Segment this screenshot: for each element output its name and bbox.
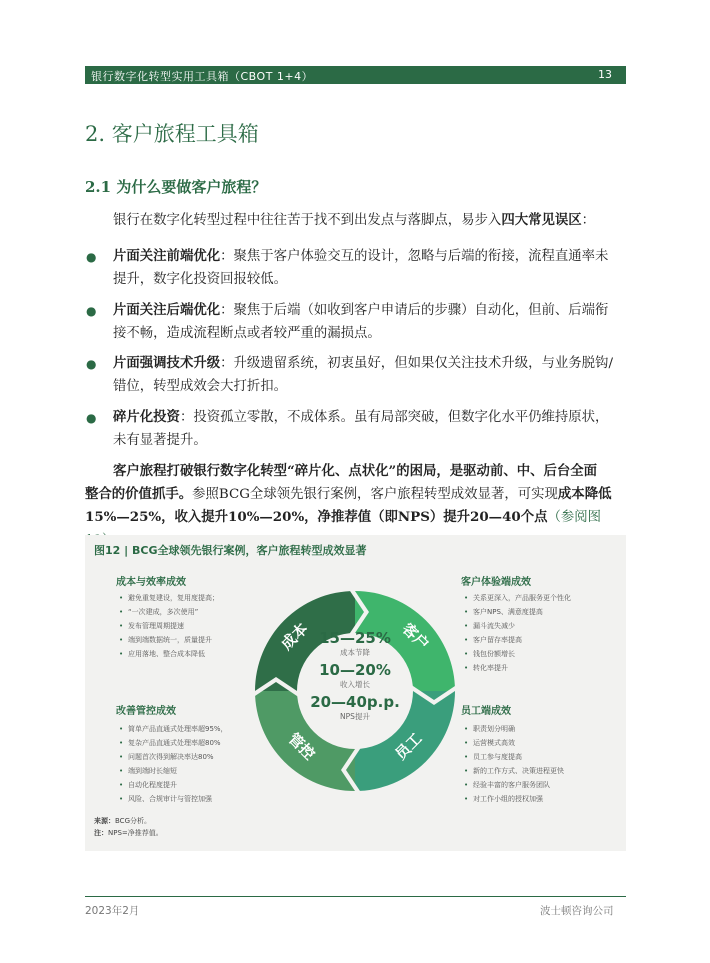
misconception-desc-cont: 接不畅，造成流程断点或者较严重的漏损点。 (113, 326, 381, 341)
summary-line2: 参照BCG全球领先银行案例，客户旅程转型成效显著，可实现 (192, 487, 558, 502)
list-item: • 钱包份额增长 (464, 647, 571, 661)
ring-label-control: 管控 (284, 729, 319, 764)
list-item: • 对工作小组的授权加强 (464, 792, 564, 806)
bullet-icon: ● (86, 250, 97, 264)
list-item: • 关系更深入，产品服务更个性化 (464, 591, 571, 605)
summary-line3: 15%—25%，收入提升10%—20%，净推荐值（即NPS）提升20—40个点 (85, 509, 548, 525)
metric-label: 收入增长 (340, 680, 370, 689)
misconception-title: 片面关注后端优化 (113, 302, 221, 318)
misconception-item (113, 406, 633, 452)
list-item: • 自动化程度提升 (119, 778, 228, 792)
figure-notes (94, 815, 163, 839)
cost-efficiency-title: 成本与效率成效 (116, 577, 186, 588)
list-item: • 职责划分明确 (464, 722, 564, 736)
list-item: • 客户留存率提高 (464, 633, 571, 647)
figure-title: 图12 | BCG全球领先银行案例，客户旅程转型成效显著 (94, 544, 367, 557)
ring-label-employee: 员工 (391, 729, 426, 764)
misconception-desc: ：聚焦于客户体验交互的设计，忽略与后端的衔接，流程直通率未 (220, 249, 609, 264)
list-item: • 经验丰富的客户服务团队 (464, 778, 564, 792)
misconception-desc: ：投资孤立零散，不成体系。虽有局部突破，但数字化水平仍维持原状， (179, 410, 609, 425)
misconception-item (113, 299, 633, 345)
ring-center-metrics (275, 629, 435, 722)
bullet-icon: ● (86, 304, 97, 318)
misconception-desc: ：升级遗留系统，初衷虽好，但如果仅关注技术升级，与业务脱钩/ (220, 356, 613, 371)
list-item: • 简单产品直通式处理率超95%， (119, 722, 228, 736)
misconception-title: 片面关注前端优化 (113, 248, 221, 264)
figure-12 (85, 535, 626, 851)
source-text: BCG分析。 (115, 817, 151, 825)
summary-line2-bold: 整合的价值抓手。 (85, 486, 193, 502)
ring-label-customer: 客户 (398, 619, 433, 654)
control-title: 改善管控成效 (116, 706, 176, 717)
list-item: • 避免重复建设，复用度提高； (119, 591, 219, 605)
journey-ring-diagram (242, 578, 468, 804)
cx-title: 客户体验端成效 (461, 577, 531, 588)
list-item: • 运营模式高效 (464, 736, 564, 750)
list-item: • 问题首次得到解决率达80% (119, 750, 228, 764)
list-item: • 应用落地、整合成本降低 (119, 647, 219, 661)
intro-end: ： (581, 213, 596, 228)
list-item: • 端到端数据统一，质量提升 (119, 633, 219, 647)
control-list (119, 722, 228, 806)
cost-efficiency-list (119, 591, 219, 661)
misconception-desc: ：聚焦于后端（如收到客户申请后的步骤）自动化，但前、后端衔 (220, 303, 609, 318)
list-item: • 风险、合规审计与管控加强 (119, 792, 228, 806)
summary-line2-bold2: 成本降低 (557, 486, 612, 502)
metric-label: NPS提升 (340, 712, 370, 721)
misconception-item (113, 245, 633, 291)
ring-label-cost: 成本 (277, 619, 312, 654)
list-item: • 漏斗流失减少 (464, 619, 571, 633)
list-item: • 复杂产品直通式处理率超80% (119, 736, 228, 750)
employee-title: 员工端成效 (461, 706, 511, 717)
list-item: • 发布管理周期提速 (119, 619, 219, 633)
list-item: • 客户NPS、满意度提高 (464, 605, 571, 619)
figure-reference-link[interactable]: （参阅图 (547, 510, 602, 525)
summary-line1: 客户旅程打破银行数字化转型“碎片化、点状化”的困局，是驱动前、中、后台全面 (113, 463, 598, 479)
intro-text: 银行在数字化转型过程中往往苦于找不到出发点与落脚点，易步入 (113, 213, 502, 228)
page-number: 13 (598, 68, 612, 81)
misconception-title: 片面强调技术升级 (113, 355, 221, 371)
header-bar (85, 66, 626, 84)
bullet-icon: ● (86, 357, 97, 371)
cx-list (464, 591, 571, 675)
misconception-item (113, 352, 633, 398)
metric-value: 10—20% (319, 661, 391, 679)
source-label: 来源： (94, 817, 115, 825)
footer-divider (85, 896, 626, 897)
list-item: • “一次建成，多次使用” (119, 605, 219, 619)
list-item: • 转化率提升 (464, 661, 571, 675)
metric-value: 15—25% (319, 629, 391, 647)
subsection-title: 2.1 为什么要做客户旅程？ (85, 178, 267, 196)
list-item: • 新的工作方式、决策进程更快 (464, 764, 564, 778)
note-label: 注： (94, 829, 108, 837)
list-item: • 端到端时长缩短 (119, 764, 228, 778)
list-item: • 员工参与度提高 (464, 750, 564, 764)
bullet-icon: ● (86, 411, 97, 425)
document-title: 银行数字化转型实用工具箱（CBOT 1+4） (91, 70, 314, 83)
intro-paragraph (113, 209, 633, 232)
footer-date: 2023年2月 (85, 905, 140, 917)
misconception-desc-cont: 提升，数字化投资回报较低。 (113, 272, 288, 287)
metric-label: 成本节降 (340, 648, 370, 657)
metric-value: 20—40p.p. (310, 693, 400, 711)
misconception-desc-cont: 错位，转型成效会大打折扣。 (113, 379, 288, 394)
footer-company: 波士顿咨询公司 (540, 905, 614, 917)
misconception-title: 碎片化投资 (113, 409, 180, 425)
misconception-desc-cont: 未有显著提升。 (113, 433, 207, 448)
employee-list (464, 722, 564, 806)
intro-bold: 四大常见误区 (501, 212, 582, 228)
note-text: NPS=净推荐值。 (108, 829, 163, 837)
section-title: 2. 客户旅程工具箱 (85, 122, 259, 146)
